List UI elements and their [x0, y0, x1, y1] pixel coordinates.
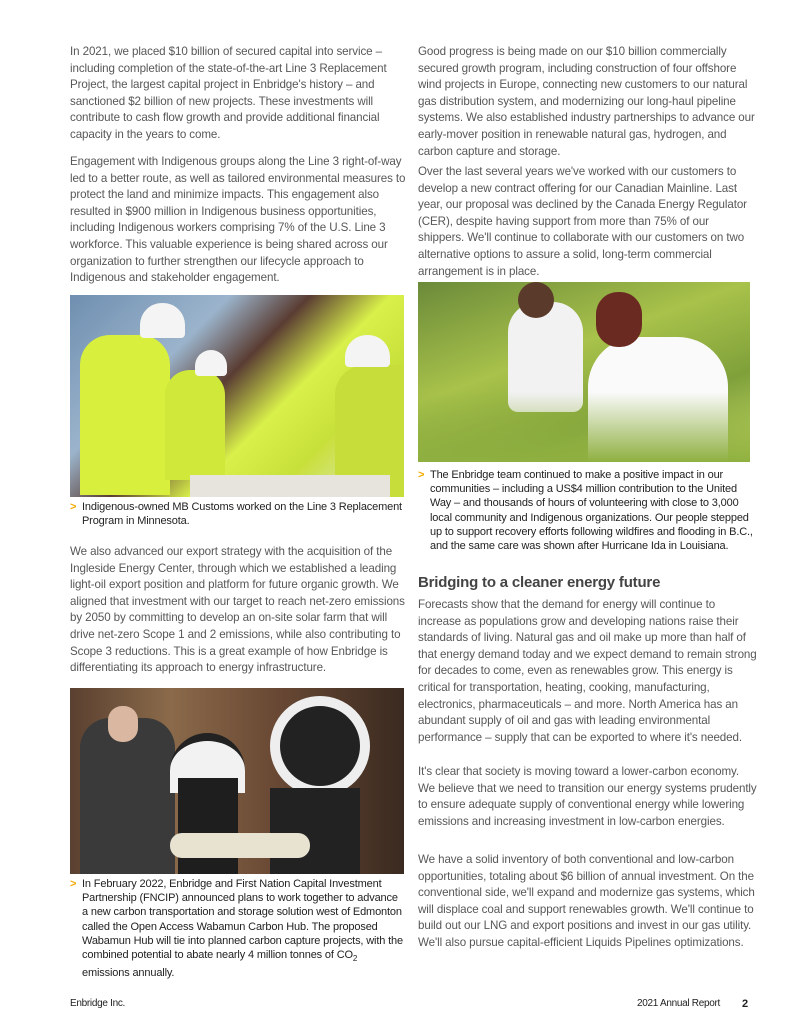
caption-text: The Enbridge team continued to make a positive impact in our communities – including a US$4 million contribution to the United Way – and thousands of hours of volunteering with close to 3,000 local community and Indigenous organizations. Our people stepped up to support recovery efforts following wildfires and flooding in B.C., and the same care was shown after Hurricane Ida in Louisiana.	[430, 469, 753, 553]
caption-arrow-icon: >	[70, 501, 77, 513]
photo-line3-workers	[70, 295, 404, 497]
footer-report-title: 2021 Annual Report	[637, 998, 721, 1009]
page-number: 2	[742, 998, 748, 1010]
paragraph-capital: In 2021, we placed $10 billion of secured capital into service – including completion of the state-of-the-art Line 3 Replacement Project, the largest capital project in Enbridge's history – and sanctioned $2 billion of new projects. These investments will contribute to cash flow growth and provide additional financial capacity in the years to come.	[70, 45, 387, 141]
caption-arrow-icon: >	[70, 878, 77, 890]
section-heading: Bridging to a cleaner energy future	[418, 574, 661, 591]
caption-text: Indigenous-owned MB Customs worked on the Line 3 Replacement Program in Minnesota.	[82, 501, 402, 528]
paragraph-energy-demand: Forecasts show that the demand for energy will continue to increase as populations grow and developing nations raise their standards of living. Natural gas and oil make up more than half of that energy demand today and we expect demand to remain strong for decades to come, even as renewables grow. This energy is critical for transportation, heating, cooking, manufacturing, electronics, pharmaceuticals – and more. North America has an abundant supply of oil and gas with leading environmental performance – supply that can be exported to where it's needed.	[418, 598, 757, 744]
paragraph-investment: We have a solid inventory of both conventional and low-carbon opportunities, totaling about $6 billion of annual investment. On the conventional side, we'll expand and modernize gas systems, which will displace coal and support renewables growth. We'll continue to build out our LNG and export positions and invest in our gas utility. We'll also pursue capital-efficient Liquids Pipelines optimizations.	[418, 853, 755, 949]
caption-subscript: 2	[352, 954, 358, 964]
paragraph-growth-program: Good progress is being made on our $10 billion commercially secured growth program, including construction of four offshore wind projects in Europe, connecting new customers to our natural gas distribution system, and modernizing our long-haul pipeline systems. We also established industry partnerships to advance our early-mover position in renewable natural gas, hydrogen, and carbon capture and storage.	[418, 45, 755, 158]
paragraph-indigenous-engagement: Engagement with Indigenous groups along the Line 3 right-of-way led to a better route, as well as tailored environmental measures to protect the land and minimize impacts. This engagement also resulted in $900 million in Indigenous business opportunities, including Indigenous workers comprising 7% of the U.S. Line 3 workforce. This valuable experience is being shared across our organization to further strengthen our lifecycle approach to Indigenous and stakeholder engagement.	[70, 155, 406, 285]
caption-text-end: emissions annually.	[82, 967, 175, 980]
caption-community	[418, 468, 753, 553]
footer-company: Enbridge Inc.	[70, 998, 126, 1009]
paragraph-mainline: Over the last several years we've worked with our customers to develop a new contract offering for our Canadian Mainline. Last year, our proposal was declined by the Canada Energy Regulator (CER), despite having support from more than 75% of our shippers. We'll continue to collaborate with our customers on two alternative options to assure a solid, long-term commercial arrangement is in place.	[418, 165, 747, 278]
caption-fncip	[70, 877, 405, 981]
caption-mb-customs	[70, 500, 405, 528]
caption-arrow-icon: >	[418, 469, 425, 481]
caption-text: In February 2022, Enbridge and First Nation Capital Investment Partnership (FNCIP) announced plans to work together to advance a new carbon transportation and storage solution west of Edmonton called the Open Access Wabamun Carbon Hub. The proposed Wabamun Hub will tie into planned carbon capture projects, with the combined potential to abate nearly 4 million tonnes of CO	[82, 878, 403, 962]
paragraph-export-strategy: We also advanced our export strategy with the acquisition of the Ingleside Energy Center, through which we established a leading light-oil export position and platform for future organic growth. We aligned that investment with our target to reach net-zero emissions by 2050 by committing to develop an on-site solar farm that will drive net-zero Scope 1 and 2 emissions, while also contributing to Scope 3 reductions. This is a great example of how Enbridge is differentiating its approach to energy infrastructure.	[70, 545, 405, 675]
paragraph-lower-carbon: It's clear that society is moving toward a lower-carbon economy. We believe that we need to transition our energy systems prudently to ensure adequate supply of conventional energy while lowering emissions and increasing investment in low-carbon energies.	[418, 765, 757, 828]
photo-volunteers	[418, 282, 750, 462]
photo-fncip-handshake	[70, 688, 404, 874]
